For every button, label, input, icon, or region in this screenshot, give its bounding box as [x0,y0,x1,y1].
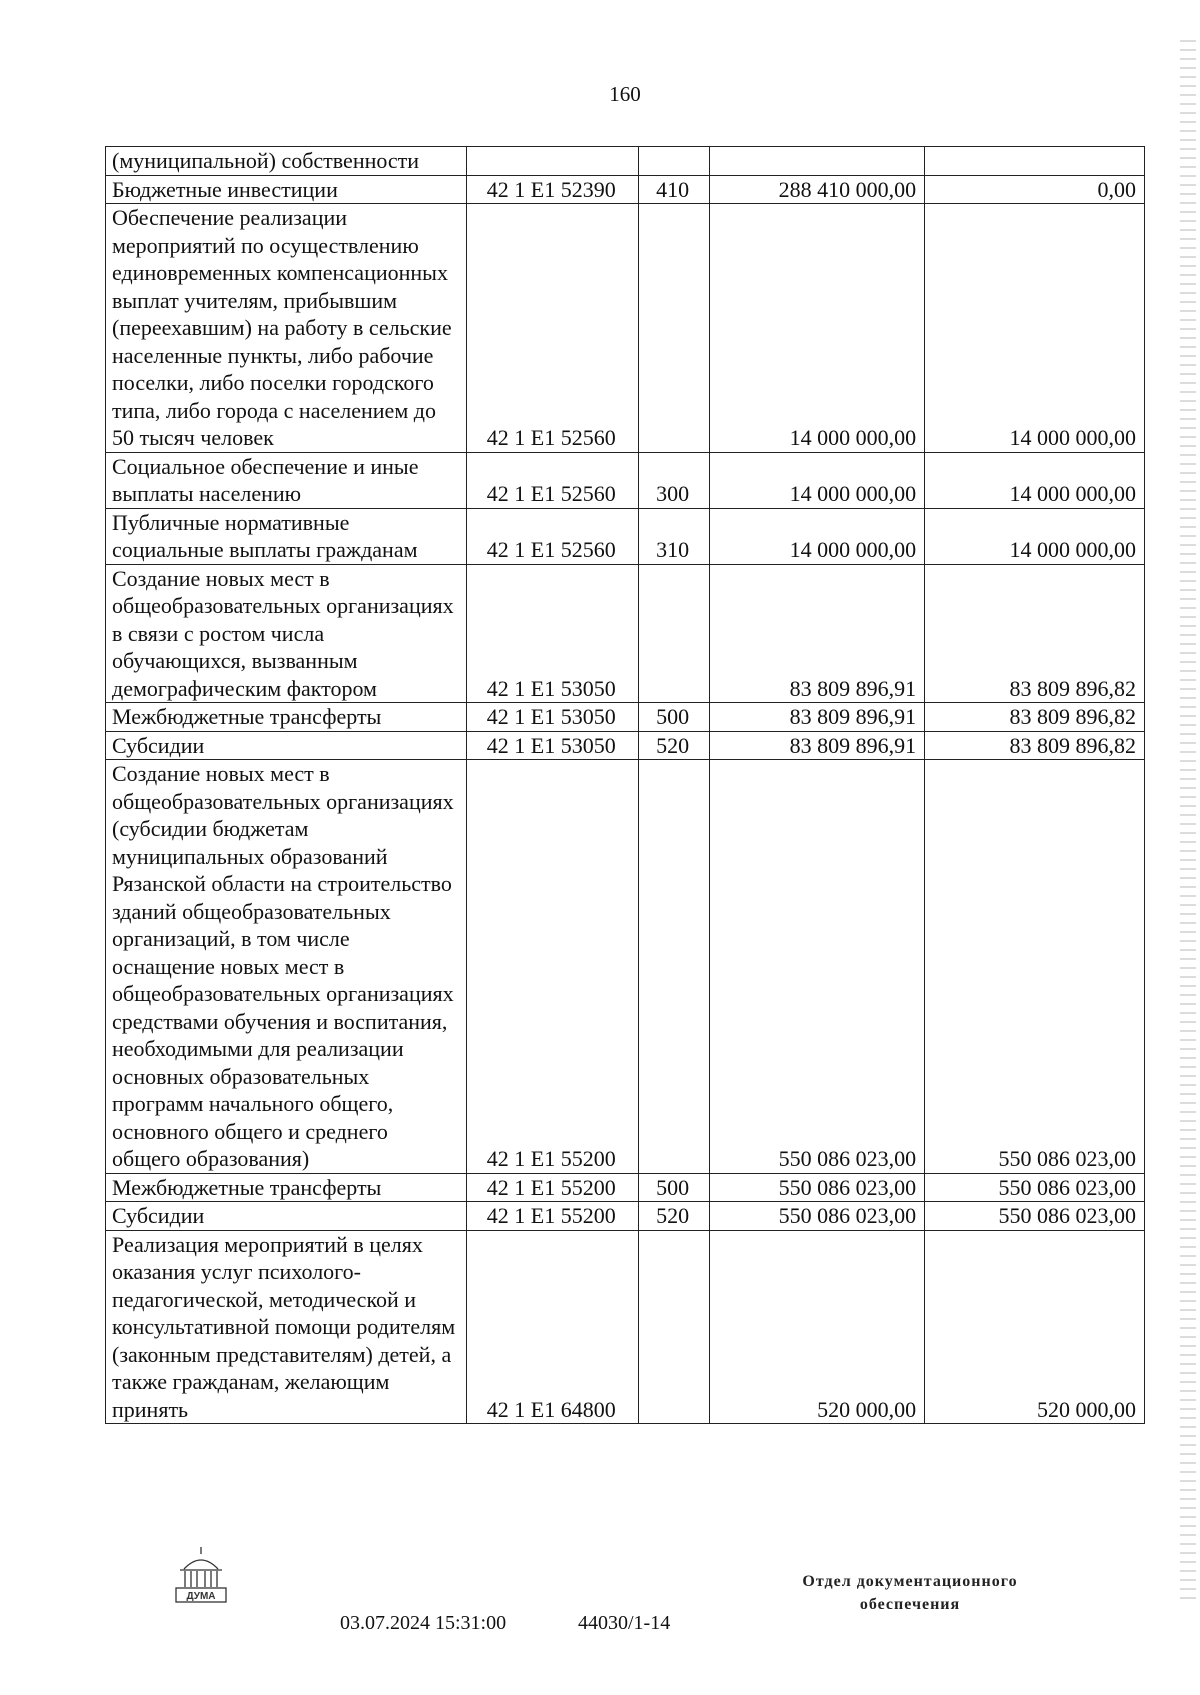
table-row [106,175,1145,204]
table-row [106,1230,1145,1424]
row-sum-2-cell [925,147,1145,176]
row-sum-1-cell: 14 000 000,00 [709,508,924,564]
row-code-cell [466,147,638,176]
row-sum-2-cell: 83 809 896,82 [925,703,1145,732]
row-name-cell: Публичные нормативные социальные выплаты гражданам [106,508,467,564]
row-code-cell: 42 1 Е1 53050 [466,731,638,760]
row-type-cell: 500 [638,703,709,732]
row-sum-2-cell: 0,00 [925,175,1145,204]
table-row [106,731,1145,760]
row-sum-2-cell: 14 000 000,00 [925,508,1145,564]
row-code-cell: 42 1 Е1 55200 [466,1202,638,1231]
row-name-cell: Субсидии [106,1202,467,1231]
row-name-cell: Межбюджетные трансферты [106,1173,467,1202]
page-number: 160 [609,82,641,106]
table-row [106,147,1145,176]
table-row [106,564,1145,703]
row-sum-2-cell: 550 086 023,00 [925,1173,1145,1202]
row-name-cell: (муниципальной) собственности [106,147,467,176]
stamp-line-2: обеспечения [859,1596,961,1613]
row-type-cell: 520 [638,731,709,760]
row-sum-2-cell: 550 086 023,00 [925,1202,1145,1231]
row-type-cell: 500 [638,1173,709,1202]
table-row [106,760,1145,1174]
row-type-cell: 310 [638,508,709,564]
row-name-cell: Межбюджетные трансферты [106,703,467,732]
row-type-cell [638,1230,709,1424]
row-sum-2-cell: 14 000 000,00 [925,204,1145,453]
row-code-cell: 42 1 Е1 52560 [466,452,638,508]
row-type-cell [638,147,709,176]
row-sum-1-cell: 83 809 896,91 [709,703,924,732]
row-sum-1-cell: 550 086 023,00 [709,1202,924,1231]
department-stamp [760,1570,1060,1616]
stamp-line-1: Отдел документационного [802,1573,1018,1590]
row-sum-1-cell: 83 809 896,91 [709,564,924,703]
row-code-cell: 42 1 Е1 55200 [466,1173,638,1202]
table-row [106,508,1145,564]
row-sum-1-cell: 520 000,00 [709,1230,924,1424]
row-type-cell [638,204,709,453]
row-sum-2-cell: 14 000 000,00 [925,452,1145,508]
row-sum-1-cell: 83 809 896,91 [709,731,924,760]
row-code-cell: 42 1 Е1 53050 [466,703,638,732]
row-sum-2-cell: 520 000,00 [925,1230,1145,1424]
row-name-cell: Субсидии [106,731,467,760]
table-row [106,1173,1145,1202]
footer-doc-number: 44030/1-14 [578,1612,671,1634]
row-name-cell: Бюджетные инвестиции [106,175,467,204]
table-row [106,703,1145,732]
row-name-cell: Обеспечение реализации мероприятий по осуществлению единовременных компенсационных выплат учителям, прибывшим (переехавшим) на работу в сельские населенные пункты, либо рабочие поселки, либо поселки городского типа, либо города с населением до 50 тысяч человек [106,204,467,453]
row-type-cell: 300 [638,452,709,508]
row-code-cell: 42 1 Е1 53050 [466,564,638,703]
row-name-cell: Создание новых мест в общеобразовательных организациях (субсидии бюджетам муниципальных образований Рязанской области на строительство зданий общеобразовательных организаций, в том числе оснащение новых мест в общеобразовательных организациях средствами обучения и воспитания, необходимыми для реализации основных образовательных программ начального общего, основного общего и среднего общего образования) [106,760,467,1174]
duma-logo-text: ДУМА [186,1591,216,1602]
duma-logo [170,1545,232,1607]
row-code-cell: 42 1 Е1 52560 [466,204,638,453]
row-type-cell [638,760,709,1174]
row-sum-2-cell: 550 086 023,00 [925,760,1145,1174]
row-type-cell [638,564,709,703]
row-sum-1-cell [709,147,924,176]
row-sum-1-cell: 14 000 000,00 [709,204,924,453]
table-row [106,1202,1145,1231]
row-type-cell: 410 [638,175,709,204]
row-sum-1-cell: 550 086 023,00 [709,1173,924,1202]
row-name-cell: Реализация мероприятий в целях оказания услуг психолого-педагогической, методической и консультативной помощи родителям (законным представителям) детей, а также гражданам, желающим принять [106,1230,467,1424]
scan-edge-marks [1180,40,1196,1600]
row-code-cell: 42 1 Е1 52390 [466,175,638,204]
row-sum-1-cell: 288 410 000,00 [709,175,924,204]
row-code-cell: 42 1 Е1 55200 [466,760,638,1174]
row-sum-2-cell: 83 809 896,82 [925,564,1145,703]
row-name-cell: Создание новых мест в общеобразовательных организациях в связи с ростом числа обучающихся, вызванным демографическим фактором [106,564,467,703]
row-sum-2-cell: 83 809 896,82 [925,731,1145,760]
row-code-cell: 42 1 Е1 52560 [466,508,638,564]
footer-date: 03.07.2024 15:31:00 [340,1612,507,1634]
budget-table [105,146,1145,1424]
table-row [106,204,1145,453]
row-name-cell: Социальное обеспечение и иные выплаты населению [106,452,467,508]
row-sum-1-cell: 14 000 000,00 [709,452,924,508]
row-type-cell: 520 [638,1202,709,1231]
budget-table-body [106,147,1145,1424]
row-code-cell: 42 1 Е1 64800 [466,1230,638,1424]
row-sum-1-cell: 550 086 023,00 [709,760,924,1174]
table-row [106,452,1145,508]
